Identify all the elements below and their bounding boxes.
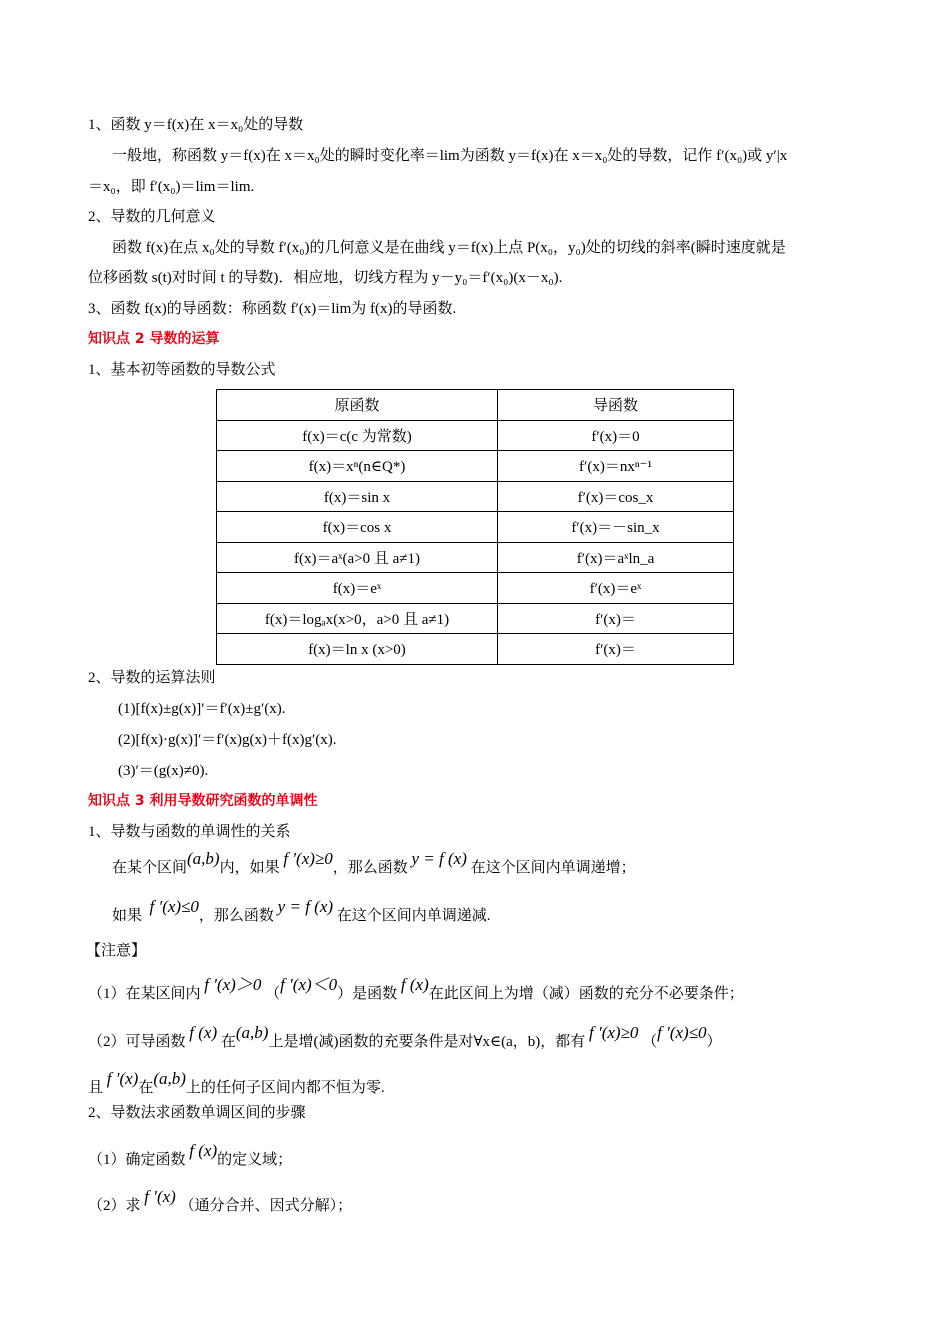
table-cell: f(x)＝aˣ(a>0 且 a≠1)	[217, 542, 498, 573]
note-label: 【注意】	[86, 943, 147, 959]
table-cell: f′(x)＝	[498, 634, 734, 665]
table-cell: f′(x)＝	[498, 603, 734, 634]
math-fx: f (x)	[189, 1023, 218, 1042]
math-interval-ab: (a,b)	[187, 849, 220, 868]
math-fprime-gt0: f ′(x)＞0	[204, 975, 262, 994]
rule-product: (2)[f(x)·g(x)]′＝f′(x)g(x)＋f(x)g′(x).	[118, 732, 337, 748]
table-cell: f′(x)＝－sin_x	[498, 512, 734, 543]
table-row	[217, 573, 734, 604]
heading-basic-formulas: 1、基本初等函数的导数公式	[88, 362, 276, 378]
math-y-equals-fx: y = f (x)	[277, 897, 334, 916]
table-cell: f′(x)＝aˣln_a	[498, 542, 734, 573]
paragraph-definition: 一般地，称函数 y＝f(x)在 x＝x₀处的瞬时变化率＝lim为函数 y＝f(x)在 x＝x₀处的导数，记作 f′(x₀)或 y′|x	[112, 148, 788, 164]
table-cell: f(x)＝eˣ	[217, 573, 498, 604]
math-fprime-lt0: f ′(x)＜0	[280, 975, 338, 994]
math-interval-ab: (a,b)	[153, 1069, 186, 1088]
rule-sum: (1)[f(x)±g(x)]′＝f′(x)±g′(x).	[118, 701, 286, 717]
derivative-table	[216, 389, 734, 665]
heading-steps: 2、导数法求函数单调区间的步骤	[88, 1105, 306, 1121]
table-cell: f′(x)＝0	[498, 420, 734, 451]
math-fx: f (x)	[189, 1141, 218, 1160]
table-cell: f(x)＝cos x	[217, 512, 498, 543]
paragraph-derived-function: 3、函数 f(x)的导函数：称函数 f′(x)＝lim为 f(x)的导函数.	[88, 301, 457, 317]
heading-derivative-at-point: 1、函数 y＝f(x)在 x＝x₀处的导数	[88, 117, 304, 133]
table-row	[217, 542, 734, 573]
math-fprime-x: f ′(x)	[144, 1187, 176, 1206]
paragraph-increasing: 在某个区间(a,b)内，如果 f ′(x)≥0，那么函数 y = f (x) 在这个区间内单调递增；	[112, 849, 636, 876]
paragraph-definition-cont: ＝x₀，即 f′(x₀)＝lim＝lim.	[88, 179, 255, 195]
table-cell: f(x)＝logₐx(x>0，a>0 且 a≠1)	[217, 603, 498, 634]
step-2: （2）求 f ′(x) （通分合并、因式分解）；	[88, 1187, 353, 1214]
math-y-equals-fx: y = f (x)	[411, 849, 467, 868]
table-header-cell: 导函数	[498, 390, 734, 421]
math-fprime-le0: f ′(x)≤0	[149, 897, 199, 916]
table-row	[217, 634, 734, 665]
table-cell: f′(x)＝eˣ	[498, 573, 734, 604]
heading-monotonic-relation: 1、导数与函数的单调性的关系	[88, 824, 291, 840]
heading-geometric-meaning: 2、导数的几何意义	[88, 209, 216, 225]
paragraph-geometric: 函数 f(x)在点 x₀处的导数 f′(x₀)的几何意义是在曲线 y＝f(x)上点 P(x₀，y₀)处的切线的斜率(瞬时速度就是	[112, 240, 786, 256]
table-row	[217, 451, 734, 482]
table-row	[217, 420, 734, 451]
step-1: （1）确定函数 f (x)的定义域；	[88, 1141, 293, 1168]
math-fprime-x: f ′(x)	[106, 1069, 139, 1088]
table-row	[217, 603, 734, 634]
rule-quotient: (3)′＝(g(x)≠0).	[118, 763, 209, 779]
math-fprime-le0: f ′(x)≤0	[657, 1023, 707, 1042]
table-cell: f(x)＝ln x (x>0)	[217, 634, 498, 665]
table-cell: f′(x)＝cos_x	[498, 481, 734, 512]
table-cell: f(x)＝c(c 为常数)	[217, 420, 498, 451]
section-title-k3: 知识点 3 利用导数研究函数的单调性	[88, 793, 318, 809]
table-row	[217, 512, 734, 543]
math-fx: f (x)	[400, 975, 429, 994]
math-interval-ab: (a,b)	[235, 1023, 269, 1042]
paragraph-decreasing: 如果 f ′(x)≤0，那么函数 y = f (x) 在这个区间内单调递减.	[112, 897, 491, 924]
paragraph-geometric-cont: 位移函数 s(t)对时间 t 的导数)．相应地，切线方程为 y－y₀＝f′(x₀)(x－x₀).	[88, 270, 563, 286]
section-title-k2: 知识点 2 导数的运算	[88, 331, 220, 347]
heading-rules: 2、导数的运算法则	[88, 670, 216, 686]
table-header-cell: 原函数	[217, 390, 498, 421]
table-cell: f(x)＝sin x	[217, 481, 498, 512]
table-cell: f′(x)＝nxⁿ⁻¹	[498, 451, 734, 482]
note-2: （2）可导函数 f (x) 在(a,b)上是增(减)函数的充要条件是对∀x∈(a，b)，都有 f ′(x)≥0 （f ′(x)≤0）	[88, 1023, 722, 1050]
math-fprime-ge0: f ′(x)≥0	[589, 1023, 639, 1042]
math-fprime-ge0: f ′(x)≥0	[283, 849, 333, 868]
table-cell: f(x)＝xⁿ(n∈Q*)	[217, 451, 498, 482]
note-1: （1）在某区间内 f ′(x)＞0 （f ′(x)＜0）是函数 f (x)在此区间上为增（减）函数的充分不必要条件；	[88, 975, 744, 1002]
table-header-row	[217, 390, 734, 421]
note-2-cont: 且 f ′(x)在(a,b)上的任何子区间内都不恒为零.	[88, 1069, 385, 1096]
table-row	[217, 481, 734, 512]
